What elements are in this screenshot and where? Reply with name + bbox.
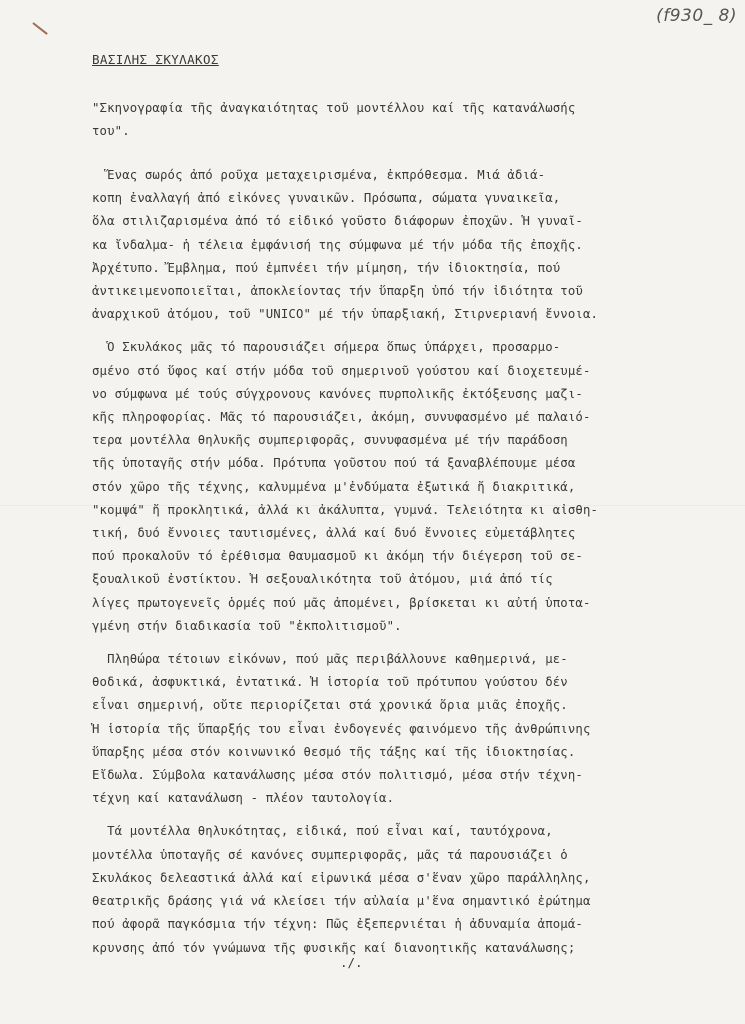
text-line: νο σύμφωνα μέ τούς σύγχρονους κανόνες πυρπολικῆς ἐκτόξευσης μαζι- (92, 386, 583, 401)
continuation-mark: ./. (340, 955, 363, 970)
text-line: ἀντικειμενοποιεῖται, ἀποκλείοντας τήν ὕπαρξη ὑπό τήν ἰδιότητα τοῦ (92, 284, 583, 299)
paragraph-1 (92, 164, 702, 326)
text-line: τερα μοντέλλα θηλυκῆς συμπεριφορᾶς, συνυφασμένα μέ τήν παράδοση (92, 433, 568, 448)
text-line: θεατρικῆς δράσης γιά νά κλείσει τήν αὐλαία μ'ἕνα σημαντικό ἐρώτημα (92, 894, 591, 909)
pencil-tick-mark (32, 22, 47, 35)
author-name: ΒΑΣΙΛΗΣ ΣΚΥΛΑΚΟΣ (92, 52, 219, 67)
text-line: Εἴδωλα. Σύμβολα κατανάλωσης μέσα στόν πολιτισμό, μέσα στήν τέχνη- (92, 768, 583, 783)
text-line: σμένο στό ὕφος καί στήν μόδα τοῦ σημερινοῦ γούστου καί διοχετευμέ- (92, 363, 591, 378)
text-line: τική, δυό ἔννοιες ταυτισμένες, ἀλλά καί δυό ἔννοιες εὐμετάβλητες (92, 526, 576, 541)
text-line: Πληθώρα τέτοιων εἰκόνων, πού μᾶς περιβάλλουνε καθημερινά, με- (92, 652, 568, 667)
text-line: μοντέλλα ὑποταγῆς σέ κανόνες συμπεριφορᾶς, μᾶς τά παρουσιάζει ὁ (92, 847, 568, 862)
title-line: "Σκηνογραφία τῆς ἀναγκαιότητας τοῦ μοντέλλου καί τῆς κατανάλωσής (92, 101, 576, 115)
paragraph-2 (92, 336, 702, 638)
essay-title (92, 97, 692, 143)
text-line: ὅλα στιλιζαρισμένα ἀπό τό εἰδικό γοῦστο διάφορων ἐποχῶν. Ἡ γυναῖ- (92, 214, 583, 229)
text-line: γμένη στήν διαδικασία τοῦ "ἐκπολιτισμοῦ". (92, 618, 402, 633)
text-line: θοδικά, ἀσφυκτικά, ἐντατικά. Ἡ ἱστορία τοῦ πρότυπου γούστου δέν (92, 675, 568, 690)
text-line: Ἀρχέτυπο. Ἔμβλημα, πού ἐμπνέει τήν μίμηση, τήν ἰδιοκτησία, πού (92, 260, 561, 275)
text-line: "κομψά" ἤ προκλητικά, ἀλλά κι ἀκάλυπτα, γυμνά. Τελειότητα κι αἰσθη- (92, 502, 599, 517)
essay-body (92, 164, 702, 960)
text-line: κῆς πληροφορίας. Μᾶς τό παρουσιάζει, ἀκόμη, συνυφασμένο μέ παλαιό- (92, 410, 591, 425)
paragraph-3 (92, 648, 702, 810)
text-line: πού ἀφορᾶ παγκόσμια τήν τέχνη: Πῶς ἐξεπερνιέται ἡ ἀδυναμία ἀπομά- (92, 917, 583, 932)
text-line: Ἕνας σωρός ἀπό ροῦχα μεταχειρισμένα, ἐκπρόθεσμα. Μιά ἀδιά- (92, 168, 546, 182)
text-line: κα ἴνδαλμα- ἡ τέλεια ἐμφάνισή της σύμφωνα μέ τήν μόδα τῆς ἐποχῆς. (92, 237, 583, 252)
text-line: ἀναρχικοῦ ἀτόμου, τοῦ "UNICO" μέ τήν ὑπαρξιακή, Στιρνεριανή ἔννοια. (92, 307, 599, 322)
text-line: Τά μοντέλλα θηλυκότητας, εἰδικά, πού εἶναι καί, ταυτόχρονα, (92, 824, 553, 839)
text-line: πού προκαλοῦν τό ἐρέθισμα θαυμασμοῦ κι ἀκόμη τήν διέγερση τοῦ σε- (92, 549, 583, 564)
text-line: κρυνσης ἀπό τόν γνώμωνα τῆς φυσικῆς καί διανοητικῆς κατανάλωσης; (92, 940, 576, 955)
title-line: του". (92, 124, 130, 139)
archive-note: (f930_ 8) (656, 6, 737, 26)
text-line: ξουαλικοῦ ἐνστίκτου. Ἡ σεξουαλικότητα τοῦ ἀτόμου, μιά ἀπό τίς (92, 572, 553, 587)
text-line: λίγες πρωτογενεῖς ὁρμές πού μᾶς ἀπομένει, βρίσκεται κι αὐτή ὑποτα- (92, 595, 591, 610)
text-line: Ὁ Σκυλάκος μᾶς τό παρουσιάζει σήμερα ὅπως ὑπάρχει, προσαρμο- (92, 340, 561, 355)
text-line: κοπη ἐναλλαγή ἀπό εἰκόνες γυναικῶν. Πρόσωπα, σώματα γυναικεῖα, (92, 191, 561, 206)
text-line: στόν χῶρο τῆς τέχνης, καλυμμένα μ'ἐνδύματα ἐξωτικά ἤ διακριτικά, (92, 479, 576, 494)
text-line: ὕπαρξης μέσα στόν κοινωνικό θεσμό τῆς τάξης καί τῆς ἰδιοκτησίας. (92, 744, 576, 759)
text-line: τῆς ὑποταγῆς στήν μόδα. Πρότυπα γοῦστου πού τά ξαναβλέπουμε μέσα (92, 456, 576, 471)
text-line: τέχνη καί κατανάλωση - πλέον ταυτολογία. (92, 791, 395, 806)
text-line: εἶναι σημερινή, οὔτε περιορίζεται στά χρονικά ὅρια μιᾶς ἐποχῆς. (92, 698, 568, 713)
paragraph-4 (92, 820, 702, 959)
text-line: Σκυλάκος δελεαστικά ἀλλά καί εἰρωνικά μέσα σ'ἕναν χῶρο παράλληλης, (92, 870, 591, 885)
text-line: Ἡ ἱστορία τῆς ὕπαρξής του εἶναι ἐνδογενές φαινόμενο τῆς ἀνθρώπινης (92, 721, 591, 736)
